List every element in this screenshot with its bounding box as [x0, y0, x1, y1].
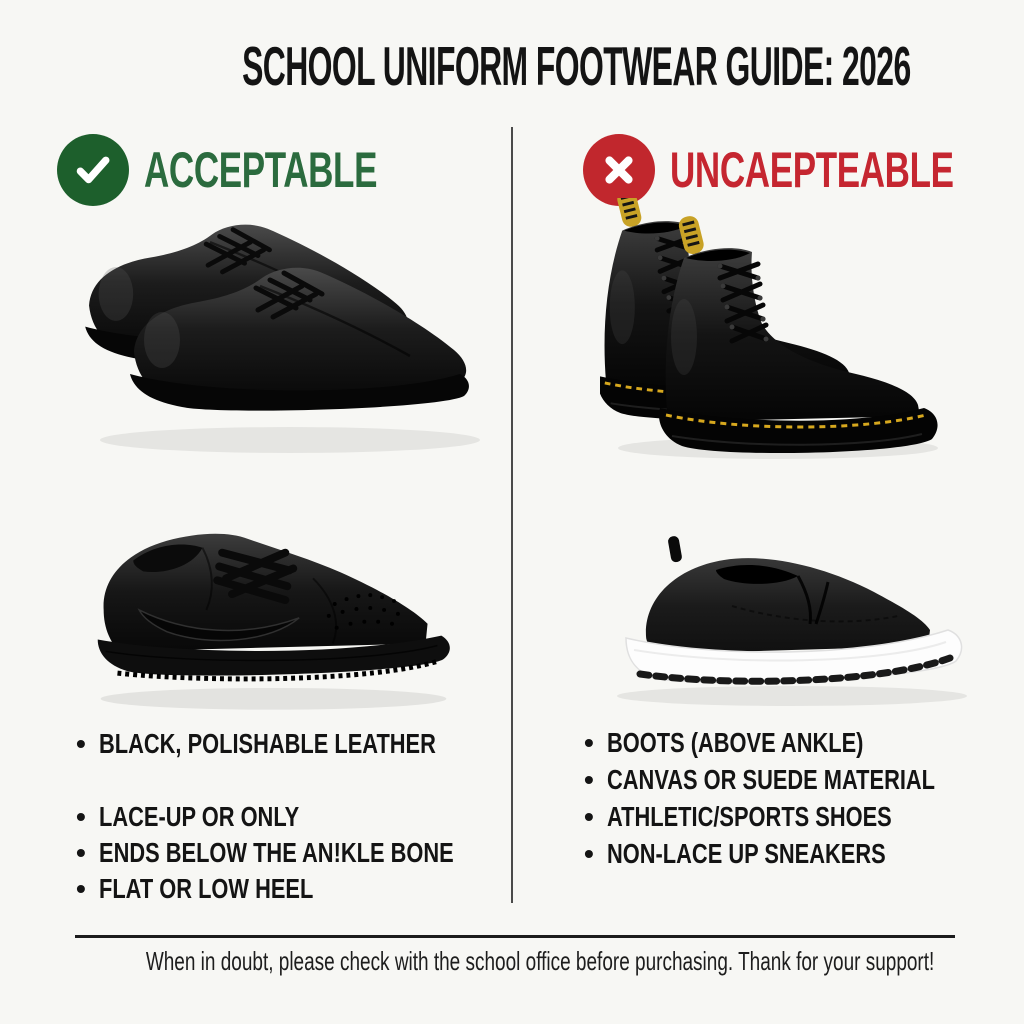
rule-item: • ATHLETIC/SPORTS SHOES — [584, 801, 1014, 838]
rule-item: • FLAT OR LOW HEEL — [76, 873, 516, 909]
rule-item: • CANVAS OR SUEDE MATERIAL — [584, 764, 1014, 801]
rule-item: • ENDS BELOW THE AN!KLE BONE — [76, 837, 516, 873]
unacceptable-label: UNCAEPTEABLE — [670, 142, 954, 198]
slip-on-sneaker-photo — [582, 508, 982, 713]
acceptable-label: ACCEPTABLE — [144, 142, 378, 198]
acceptable-header — [57, 134, 477, 206]
page-title — [0, 34, 1024, 98]
rule-item: • LACE-UP OR ONLY — [76, 801, 516, 837]
footer-divider — [75, 935, 955, 938]
x-circle-icon — [583, 134, 655, 206]
derby-shoes-photo — [80, 222, 500, 462]
rule-item: • BOOTS (ABOVE ANKLE) — [584, 727, 1014, 764]
footer-note: When in doubt, please check with the school office before purchasing. Thank for your support! — [145, 946, 935, 976]
acceptable-rules-list — [76, 728, 516, 909]
page-title-text: SCHOOL UNIFORM FOOTWEAR GUIDE: 2026 — [242, 35, 911, 97]
boots-photo — [600, 198, 950, 463]
leather-sneaker-photo — [76, 492, 471, 717]
rule-item: • NON-LACE UP SNEAKERS — [584, 838, 1014, 875]
check-circle-icon — [57, 134, 129, 206]
unacceptable-header — [583, 134, 1024, 206]
unacceptable-rules-list — [584, 727, 1014, 875]
rule-item: • BLACK, POLISHABLE LEATHER — [76, 728, 516, 764]
